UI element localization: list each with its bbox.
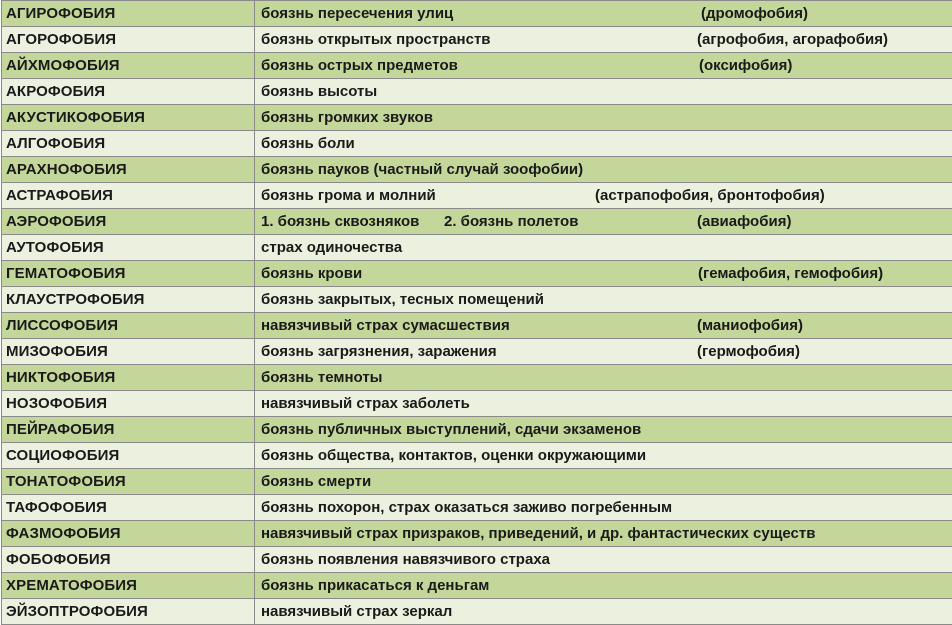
phobia-description-cell [255, 313, 952, 339]
phobia-description: боязнь пауков (частный случай зоофобии) [261, 161, 584, 178]
table-row [2, 53, 952, 79]
phobia-name: АУТОФОБИЯ [2, 235, 255, 261]
phobia-description: боязнь крови [261, 265, 363, 282]
table-row [2, 105, 952, 131]
table-row [2, 521, 952, 547]
phobia-description: боязнь публичных выступлений, сдачи экзаменов [261, 421, 642, 438]
phobia-description-cell [255, 339, 952, 365]
phobia-description: боязнь похорон, страх оказаться заживо погребенным [261, 499, 673, 516]
phobia-description-cell [255, 469, 952, 495]
phobia-description-cell [255, 261, 952, 287]
table-row [2, 495, 952, 521]
table-row [2, 339, 952, 365]
phobia-synonyms: (агрофобия, агорафобия) [697, 31, 888, 48]
phobia-name: КЛАУСТРОФОБИЯ [2, 287, 255, 313]
phobia-description: боязнь прикасаться к деньгам [261, 577, 490, 594]
phobia-table [1, 0, 952, 625]
phobia-name: ГЕМАТОФОБИЯ [2, 261, 255, 287]
phobia-description-cell [255, 417, 952, 443]
table-row [2, 235, 952, 261]
phobia-name: АРАХНОФОБИЯ [2, 157, 255, 183]
table-row [2, 287, 952, 313]
phobia-name: ТОНАТОФОБИЯ [2, 469, 255, 495]
phobia-name: НИКТОФОБИЯ [2, 365, 255, 391]
phobia-description: навязчивый страх сумасшествия [261, 317, 510, 334]
phobia-name: ПЕЙРАФОБИЯ [2, 417, 255, 443]
phobia-description: боязнь пересечения улиц [261, 5, 454, 22]
phobia-description-cell [255, 521, 952, 547]
phobia-description-cell [255, 209, 952, 235]
phobia-name: АЛГОФОБИЯ [2, 131, 255, 157]
phobia-name: АКРОФОБИЯ [2, 79, 255, 105]
phobia-name: ТАФОФОБИЯ [2, 495, 255, 521]
table-row [2, 547, 952, 573]
phobia-synonyms: (дромофобия) [701, 5, 809, 22]
phobia-name: ФОБОФОБИЯ [2, 547, 255, 573]
phobia-name: АЙХМОФОБИЯ [2, 53, 255, 79]
phobia-description: навязчивый страх призраков, приведений, и др. фантастических существ [261, 525, 816, 542]
table-row [2, 209, 952, 235]
phobia-description: боязнь громких звуков [261, 109, 433, 126]
phobia-description: боязнь боли [261, 135, 355, 152]
phobia-description-cell [255, 105, 952, 131]
phobia-name: ЛИССОФОБИЯ [2, 313, 255, 339]
phobia-description-cell [255, 495, 952, 521]
table-row [2, 417, 952, 443]
phobia-synonyms: (гермофобия) [697, 343, 800, 360]
phobia-name: АСТРАФОБИЯ [2, 183, 255, 209]
phobia-name: АЭРОФОБИЯ [2, 209, 255, 235]
phobia-description: боязнь смерти [261, 473, 372, 490]
phobia-description-cell [255, 131, 952, 157]
phobia-description: боязнь появления навязчивого страха [261, 551, 550, 568]
phobia-description-cell [255, 157, 952, 183]
phobia-name: ЭЙЗОПТРОФОБИЯ [2, 599, 255, 625]
phobia-description-cell [255, 443, 952, 469]
table-row [2, 469, 952, 495]
phobia-synonyms: (гемафобия, гемофобия) [698, 265, 884, 282]
phobia-description-cell [255, 547, 952, 573]
phobia-synonyms: (астрапофобия, бронтофобия) [595, 187, 825, 204]
phobia-description: боязнь грома и молний [261, 187, 436, 204]
table-row [2, 27, 952, 53]
phobia-synonyms: (авиафобия) [697, 213, 792, 230]
phobia-synonyms: (маниофобия) [697, 317, 804, 334]
table-row [2, 365, 952, 391]
phobia-description-cell [255, 287, 952, 313]
table-row [2, 157, 952, 183]
table-row [2, 261, 952, 287]
phobia-description-cell [255, 365, 952, 391]
phobia-description: боязнь загрязнения, заражения [261, 343, 497, 360]
phobia-description-cell [255, 235, 952, 261]
phobia-description-cell [255, 599, 952, 625]
phobia-description: боязнь темноты [261, 369, 383, 386]
phobia-name: ФАЗМОФОБИЯ [2, 521, 255, 547]
table-row [2, 183, 952, 209]
phobia-description: боязнь общества, контактов, оценки окружающими [261, 447, 647, 464]
table-row [2, 443, 952, 469]
phobia-description-cell [255, 53, 952, 79]
phobia-description: боязнь высоты [261, 83, 378, 100]
phobia-description-cell [255, 391, 952, 417]
phobia-table-body [2, 1, 952, 625]
phobia-description-second: 2. боязнь полетов [444, 213, 579, 230]
table-row [2, 391, 952, 417]
table-row [2, 573, 952, 599]
phobia-name: МИЗОФОБИЯ [2, 339, 255, 365]
phobia-description-cell [255, 79, 952, 105]
phobia-synonyms: (оксифобия) [699, 57, 793, 74]
phobia-description-cell [255, 573, 952, 599]
table-row [2, 131, 952, 157]
phobia-description: 1. боязнь сквозняков [261, 213, 420, 230]
phobia-description: боязнь закрытых, тесных помещений [261, 291, 544, 308]
phobia-description: навязчивый страх заболеть [261, 395, 470, 412]
phobia-name: ХРЕМАТОФОБИЯ [2, 573, 255, 599]
phobia-name: АГИРОФОБИЯ [2, 1, 255, 27]
table-row [2, 79, 952, 105]
phobia-name: АГОРОФОБИЯ [2, 27, 255, 53]
phobia-description: боязнь острых предметов [261, 57, 458, 74]
phobia-description-cell [255, 183, 952, 209]
phobia-description: навязчивый страх зеркал [261, 603, 453, 620]
table-row [2, 599, 952, 625]
table-row [2, 1, 952, 27]
table-row [2, 313, 952, 339]
phobia-description: боязнь открытых пространств [261, 31, 491, 48]
phobia-name: СОЦИОФОБИЯ [2, 443, 255, 469]
phobia-name: АКУСТИКОФОБИЯ [2, 105, 255, 131]
phobia-description: страх одиночества [261, 239, 403, 256]
phobia-description-cell [255, 27, 952, 53]
phobia-description-cell [255, 1, 952, 27]
phobia-name: НОЗОФОБИЯ [2, 391, 255, 417]
